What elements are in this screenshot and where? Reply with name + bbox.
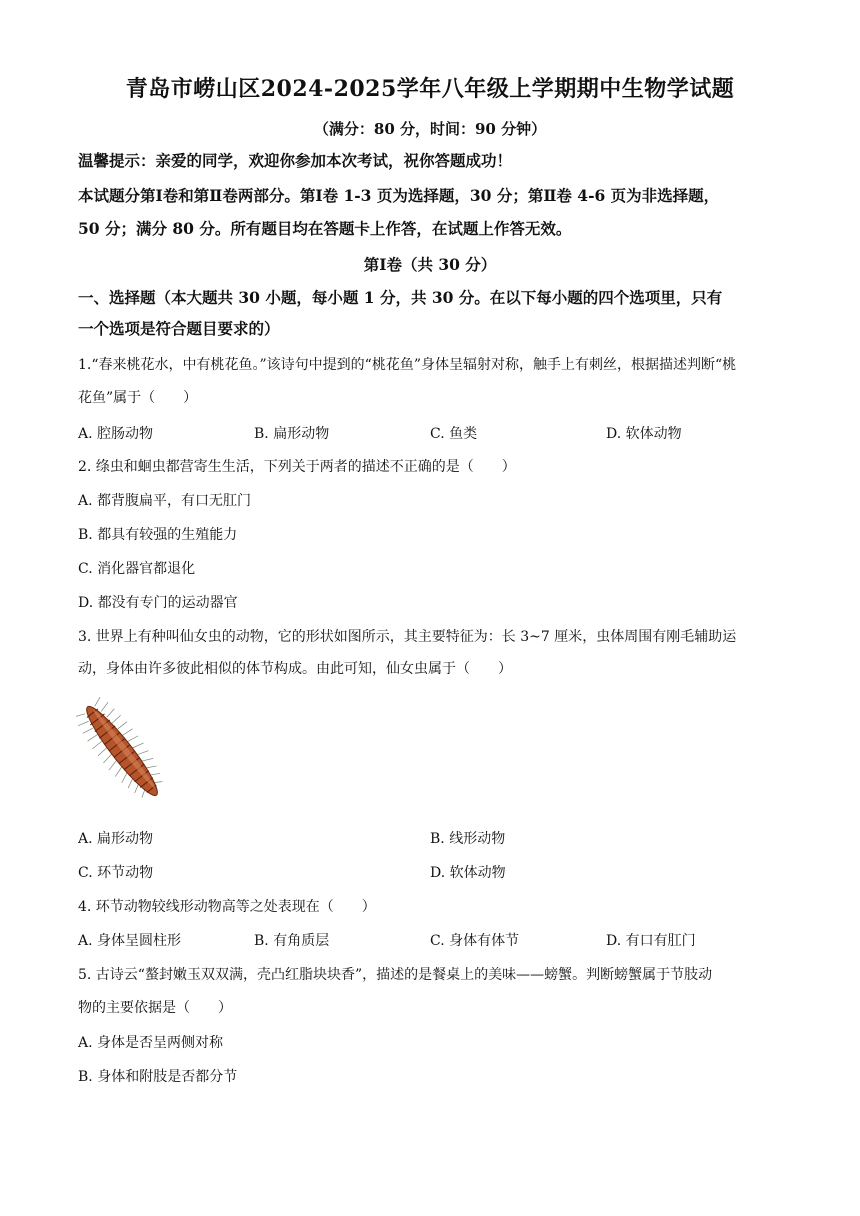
tip-text: 温馨提示：亲爱的同学，欢迎你参加本次考试，祝你答题成功！: [78, 151, 513, 170]
question-1-option-d[interactable]: D. 软体动物: [606, 426, 682, 442]
question-3-stem-line-2: 动，身体由许多彼此相似的体节构成。由此可知，仙女虫属于（ ）: [78, 661, 512, 677]
question-5-stem-line-1: 5. 古诗云“螯封嫩玉双双满，壳凸红脂块块香”，描述的是餐桌上的美味——螃蟹。判断螃蟹属于节肢动: [78, 967, 713, 983]
question-2-option-a[interactable]: A. 都背腹扁平，有口无肛门: [78, 493, 252, 509]
question-1-option-a[interactable]: A. 腔肠动物: [78, 426, 154, 442]
question-2-option-b[interactable]: B. 都具有较强的生殖能力: [78, 527, 238, 543]
question-5-option-b[interactable]: B. 身体和附肢是否都分节: [78, 1069, 238, 1085]
question-3-option-c[interactable]: C. 环节动物: [78, 865, 154, 881]
question-1-stem-line-1: 1.“春来桃花水，中有桃花鱼。”该诗句中提到的“桃花鱼”身体呈辐射对称，触手上有刺丝，根据描述判断“桃: [78, 357, 737, 373]
question-4-option-b[interactable]: B. 有角质层: [254, 933, 330, 949]
section-heading-line-1: 一、选择题（本大题共 30 小题，每小题 1 分，共 30 分。在以下每小题的四个选项里，只有: [78, 288, 723, 307]
description-line-1: 本试题分第Ⅰ卷和第Ⅱ卷两部分。第Ⅰ卷 1-3 页为选择题，30 分；第Ⅱ卷 4-6 页为非选择题，: [78, 186, 720, 205]
question-3-option-d[interactable]: D. 软体动物: [430, 865, 506, 881]
question-5-option-a[interactable]: A. 身体是否呈两侧对称: [78, 1035, 224, 1051]
question-2-stem: 2. 绦虫和蛔虫都营寄生生活，下列关于两者的描述不正确的是（ ）: [78, 459, 516, 475]
exam-info: （满分：80 分，时间：90 分钟）: [313, 120, 547, 138]
question-3-option-b[interactable]: B. 线形动物: [430, 831, 506, 847]
question-4-stem: 4. 环节动物较线形动物高等之处表现在（ ）: [78, 899, 376, 915]
question-3-stem-line-1: 3. 世界上有种叫仙女虫的动物，它的形状如图所示，其主要特征为：长 3~7 厘米，虫体周围有刚毛辅助运: [78, 629, 737, 645]
question-1-option-c[interactable]: C. 鱼类: [430, 426, 478, 442]
question-2-option-c[interactable]: C. 消化器官都退化: [78, 561, 196, 577]
question-1-stem-line-2: 花鱼”属于（ ）: [78, 390, 198, 406]
question-1-option-b[interactable]: B. 扁形动物: [254, 426, 330, 442]
section-heading-line-2: 一个选项是符合题目要求的）: [78, 319, 280, 338]
page-title: 青岛市崂山区2024-2025学年八年级上学期期中生物学试题: [125, 76, 735, 102]
question-4-option-a[interactable]: A. 身体呈圆柱形: [78, 933, 182, 949]
question-4-option-c[interactable]: C. 身体有体节: [430, 933, 520, 949]
question-5-stem-line-2: 物的主要依据是（ ）: [78, 1000, 232, 1016]
question-3-option-a[interactable]: A. 扁形动物: [78, 831, 154, 847]
segmented-worm-illustration: [76, 690, 168, 812]
question-2-option-d[interactable]: D. 都没有专门的运动器官: [78, 595, 238, 611]
volume-heading: 第Ⅰ卷（共 30 分）: [363, 255, 497, 274]
description-line-2: 50 分；满分 80 分。所有题目均在答题卡上作答，在试题上作答无效。: [78, 219, 572, 238]
question-4-option-d[interactable]: D. 有口有肛门: [606, 933, 696, 949]
